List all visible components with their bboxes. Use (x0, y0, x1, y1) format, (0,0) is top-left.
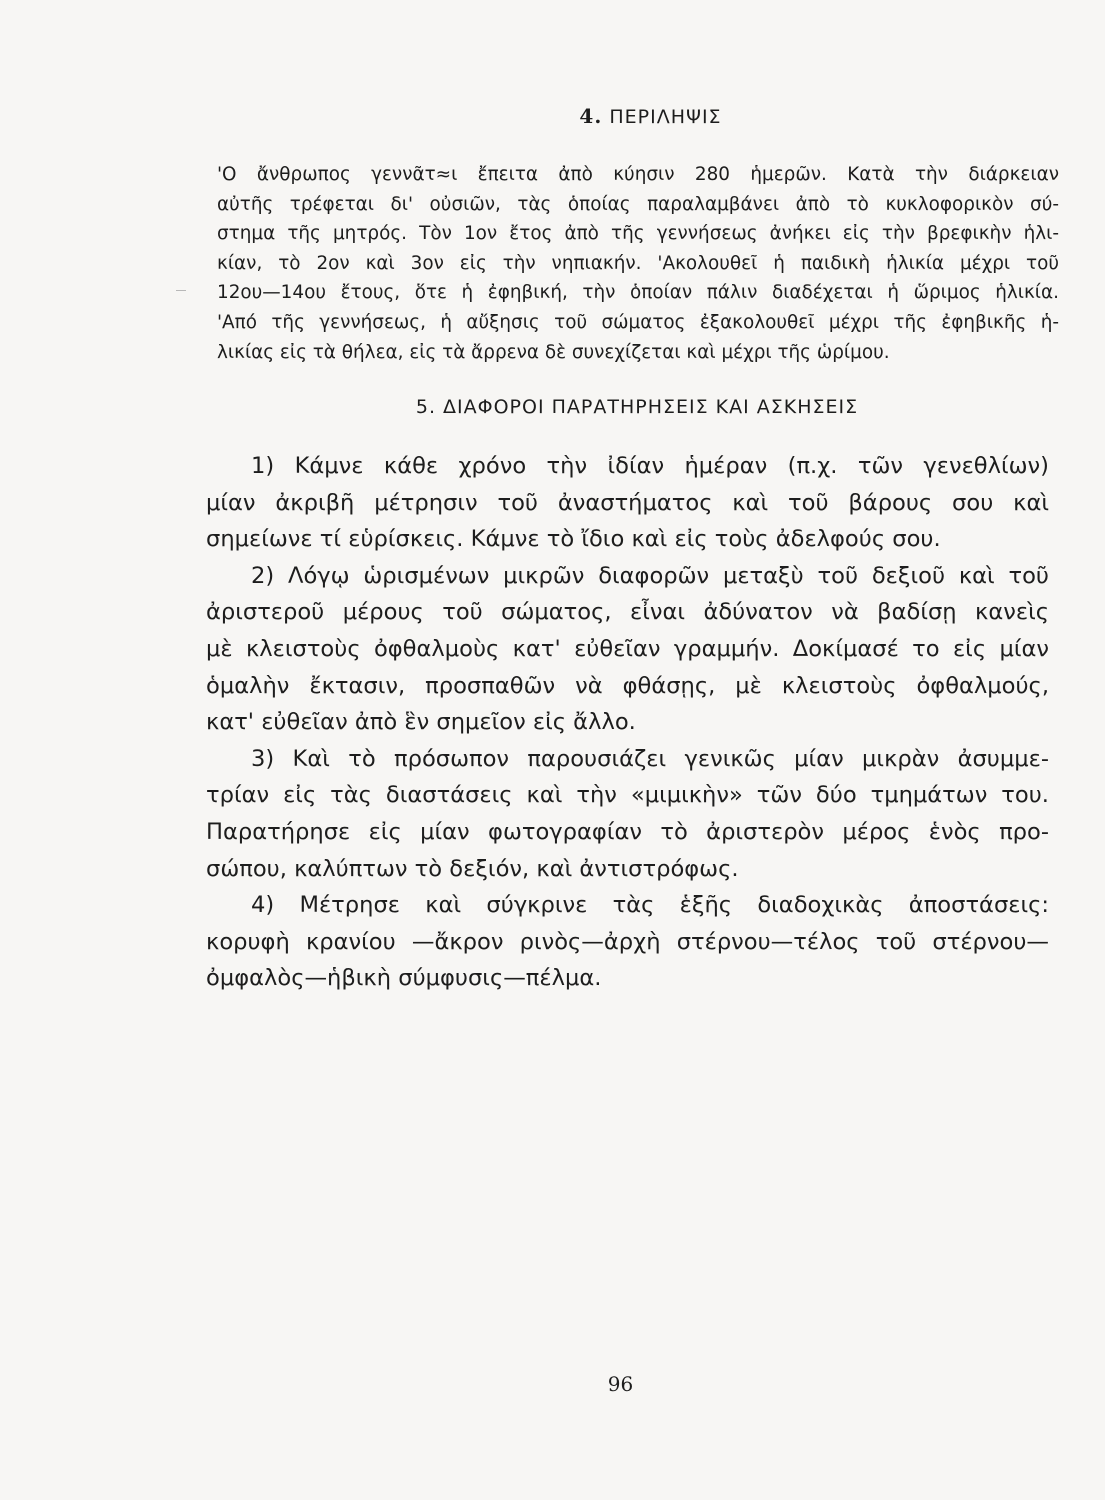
summary-line: 'Από τῆς γεννήσεως, ἡ αὔξησις τοῦ σώματος ἐξακολουθεῖ μέχρι τῆς ἐφηβικῆς ἡ- (217, 311, 1059, 333)
page-number: 96 (607, 1372, 634, 1396)
exercise-line: ὀμφαλὸς—ἡβικὴ σύμφυσις—πέλμα. (206, 965, 602, 992)
summary-line: κίαν, τὸ 2ον καὶ 3ον εἰς τὴν νηπιακήν. 'Ακολουθεῖ ἡ παιδικὴ ἡλικία μέχρι τοῦ (217, 252, 1059, 274)
exercise-line: ἀριστεροῦ μέρους τοῦ σώματος, εἶναι ἀδύνατον νὰ βαδίσῃ κανεὶς (206, 599, 1049, 626)
summary-line: 'Ο ἄνθρωπος γεννᾶτ≈ι ἔπειτα ἀπὸ κύησιν 280 ἡμερῶν. Κατὰ τὴν διάρκειαν (217, 164, 1059, 185)
summary-line: στημα τῆς μητρός. Τὸν 1ον ἔτος ἀπὸ τῆς γεννήσεως ἀνήκει εἰς τὴν βρεφικὴν ἡλι- (217, 223, 1059, 245)
exercise-line: 1) Κάμνε κάθε χρόνο τὴν ἰδίαν ἡμέραν (π.χ. τῶν γενεθλίων) (251, 453, 1049, 479)
exercise-line: σώπου, καλύπτων τὸ δεξιόν, καὶ ἀντιστρόφως. (206, 855, 739, 882)
margin-mark (176, 290, 186, 291)
exercise-line: 3) Καὶ τὸ πρόσωπον παρουσιάζει γενικῶς μίαν μικρὰν ἀσυμμε- (251, 745, 1049, 772)
summary-paragraph (217, 160, 1059, 367)
exercises-heading: 5. ΔΙΑΦΟΡΟΙ ΠΑΡΑΤΗΡΗΣΕΙΣ ΚΑΙ ΑΣΚΗΣΕΙΣ (415, 396, 859, 418)
exercise-item-2 (206, 558, 1049, 741)
summary-heading (0, 104, 1105, 128)
exercise-line: μὲ κλειστοὺς ὀφθαλμοὺς κατ' εὐθεῖαν γραμμήν. Δοκίμασέ το εἰς μίαν (206, 635, 1049, 662)
exercise-line: κορυφὴ κρανίου —ἄκρον ρινὸς—ἀρχὴ στέρνου—τέλος τοῦ στέρνου— (206, 928, 1049, 955)
exercise-line: 4) Μέτρησε καὶ σύγκρινε τὰς ἑξῆς διαδοχικὰς ἀποστάσεις: (251, 892, 1049, 919)
summary-line: αὐτῆς τρέφεται δι' οὐσιῶν, τὰς ὁποίας παραλαμβάνει ἀπὸ τὸ κυκλοφορικὸν σύ- (217, 193, 1059, 215)
exercise-item-1 (206, 448, 1049, 558)
summary-line: λικίας εἰς τὰ θήλεα, εἰς τὰ ἄρρενα δὲ συνεχίζεται καὶ μέχρι τῆς ὡρίμου. (217, 341, 890, 363)
summary-heading-text: ΠΕΡΙΛΗΨΙΣ (609, 106, 722, 128)
exercise-line: Παρατήρησε εἰς μίαν φωτογραφίαν τὸ ἀριστερὸν μέρος ἑνὸς προ- (206, 818, 1049, 845)
summary-line: 12ου—14ου ἔτους, ὅτε ἡ ἐφηβική, τὴν ὁποίαν πάλιν διαδέχεται ἡ ὥριμος ἡλικία. (217, 282, 1059, 304)
exercise-line: μίαν ἀκριβῆ μέτρησιν τοῦ ἀναστήματος καὶ τοῦ βάρους σου καὶ (206, 489, 1049, 516)
summary-heading-number: 4. (579, 104, 603, 128)
exercise-line: κατ' εὐθεῖαν ἀπὸ ἓν σημεῖον εἰς ἄλλο. (206, 709, 636, 736)
exercise-line: σημείωνε τί εὑρίσκεις. Κάμνε τὸ ἴδιο καὶ εἰς τοὺς ἀδελφούς σου. (206, 526, 941, 553)
exercise-item-3 (206, 741, 1049, 887)
exercise-line: τρίαν εἰς τὰς διαστάσεις καὶ τὴν «μιμικὴν» τῶν δύο τμημάτων του. (206, 782, 1049, 809)
exercise-line: 2) Λόγῳ ὡρισμένων μικρῶν διαφορῶν μεταξὺ τοῦ δεξιοῦ καὶ τοῦ (251, 562, 1049, 589)
exercises-list (206, 448, 1049, 997)
exercise-line: ὁμαλὴν ἔκτασιν, προσπαθῶν νὰ φθάσῃς, μὲ κλειστοὺς ὀφθαλμούς, (206, 672, 1049, 699)
exercise-item-4 (206, 887, 1049, 997)
